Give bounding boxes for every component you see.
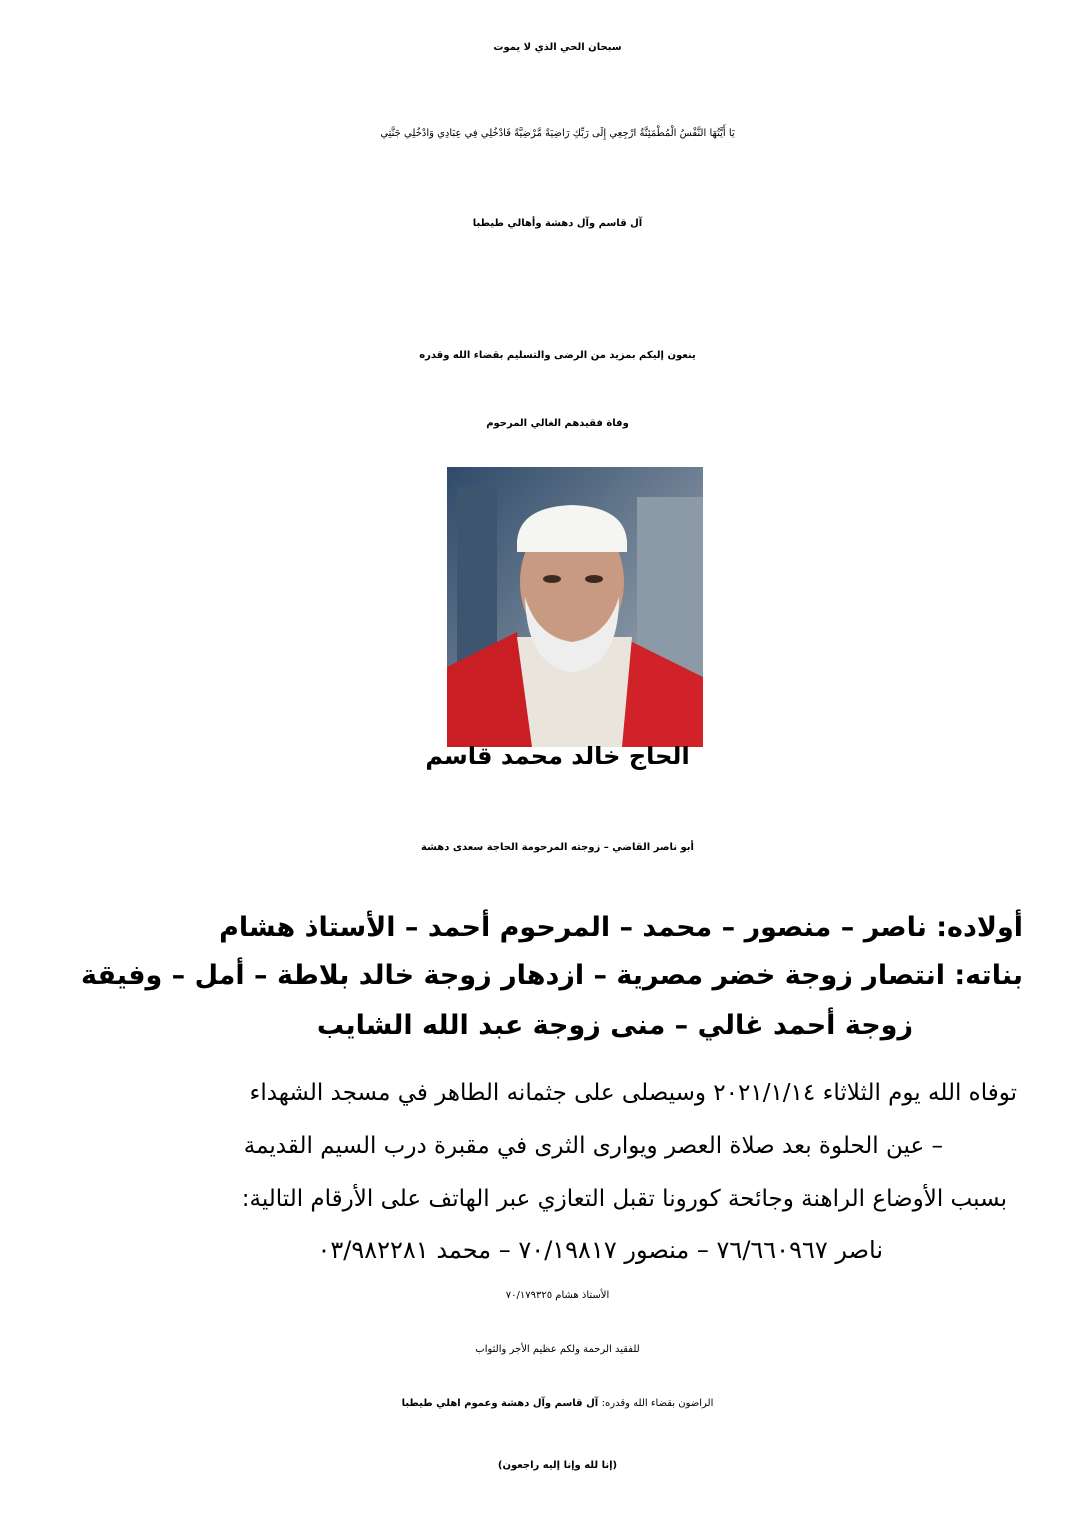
phone-numbers-line-2: الأستاذ هشام ٧٠/١٧٩٣٢٥ [505, 1290, 610, 1301]
deceased-photo [447, 467, 703, 747]
funeral-details-line-1: توفاه الله يوم الثلاثاء ٢٠٢١/١/١٤ وسيصلى على جثمانه الطاهر في مسجد الشهداء [249, 1080, 1017, 1106]
phone-numbers-line-1: ناصر ٧٦/٦٦٠٩٦٧ – منصور ٧٠/١٩٨١٧ – محمد ٠٣/٩٨٢٢٨١ [317, 1236, 883, 1264]
mercy-line: للفقيد الرحمة ولكم عظيم الأجر والثواب [475, 1344, 640, 1355]
accepting-label: الراضون بقضاء الله وقدره: [601, 1398, 714, 1409]
funeral-details-line-2: – عين الحلوة بعد صلاة العصر ويوارى الثرى في مقبرة درب السيم القديمة [243, 1133, 943, 1159]
accepting-names: آل قاسم وآل دهشة وعموم اهلي طيطبا [401, 1398, 599, 1409]
deceased-name: الحاج خالد محمد قاسم [425, 742, 690, 770]
daughters-list: بناته: انتصار زوجة خضر مصرية – ازدهار زوجة خالد بلاطة – أمل – وفيقة [80, 960, 1023, 991]
condolences-note: بسبب الأوضاع الراهنة وجائحة كورونا تقبل التعازي عبر الهاتف على الأرقام التالية: [241, 1186, 1007, 1212]
accepting-line [20, 1398, 1075, 1410]
deceased-kunya: أبو ناصر القاضي – زوجته المرحومة الحاجة سعدى دهشة [421, 842, 694, 853]
closing-verse: (إنا لله وإنا إليه راجعون) [497, 1460, 618, 1471]
quran-verse: يَا أَيَّتُهَا النَّفْسُ الْمُطْمَئِنَّةُ ارْجِعِي إِلَى رَبِّكِ رَاضِيَةً مَّرْضِيَّةً فَادْخُلِي فِي عِبَادِي وَادْخُلِي جَنَّتِي [380, 128, 735, 139]
daughters-list-continued: زوجة أحمد غالي – منى زوجة عبد الله الشايب [316, 1010, 913, 1041]
sons-list: أولاده: ناصر – منصور – محمد – المرحوم أحمد – الأستاذ هشام [219, 912, 1023, 943]
portrait-image [447, 467, 703, 747]
praise-heading: سبحان الحي الذي لا يموت [493, 42, 622, 53]
announcement-line-2: وفاة فقيدهم الغالي المرحوم [486, 418, 629, 429]
announcement-line-1: ينعون إليكم بمزيد من الرضى والتسليم بقضاء الله وقدره [419, 350, 696, 361]
families-title: آل قاسم وآل دهشة وأهالي طيطبا [472, 218, 643, 229]
